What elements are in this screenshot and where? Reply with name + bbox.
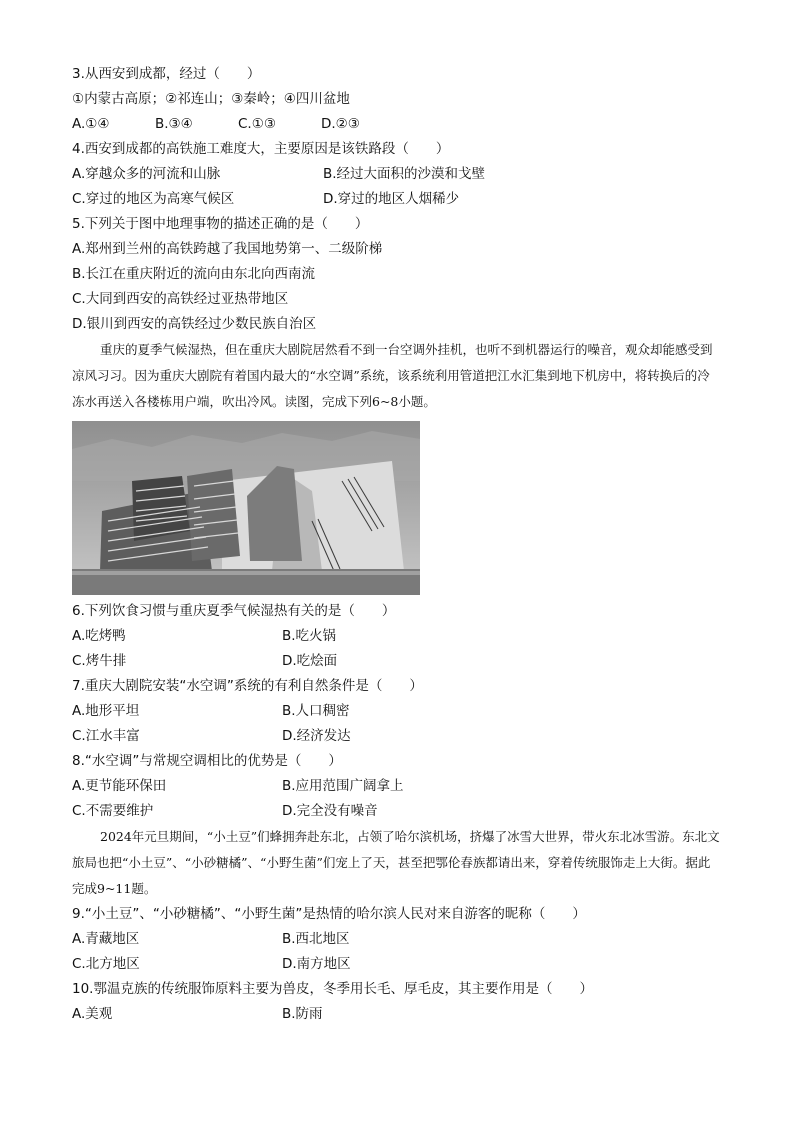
option-a: A.更节能环保田: [72, 778, 167, 794]
option-a: A.美观: [72, 1006, 113, 1022]
option-c: C.穿过的地区为高寒气候区: [72, 191, 235, 207]
question-6-options-row1: [72, 624, 722, 649]
option-b: B.长江在重庆附近的流向由东北向西南流: [72, 266, 316, 282]
question-8-stem: 8.“水空调”与常规空调相比的优势是（ ）: [72, 753, 342, 769]
question-3-sub: ①内蒙古高原；②祁连山；③秦岭；④四川盆地: [72, 91, 350, 107]
exam-page: [72, 62, 722, 1027]
option-d: D.吃烩面: [282, 653, 338, 669]
question-4-stem: 4.西安到成都的高铁施工难度大，主要原因是该铁路段（ ）: [72, 141, 450, 157]
option-d: D.完全没有噪音: [282, 803, 378, 819]
option-b: B.吃火锅: [282, 628, 337, 644]
question-3-stem: 3.从西安到成都，经过（ ）: [72, 66, 261, 82]
question-10-stem: 10.鄂温克族的传统服饰原料主要为兽皮，冬季用长毛、厚毛皮，其主要作用是（ ）: [72, 981, 593, 997]
question-6-stem: 6.下列饮食习惯与重庆夏季气候湿热有关的是（ ）: [72, 603, 396, 619]
option-d: D.银川到西安的高铁经过少数民族自治区: [72, 316, 317, 332]
material-paragraph-chongqing: 重庆的夏季气候湿热，但在重庆大剧院居然看不到一台空调外挂机，也听不到机器运行的噪音，观众却能感受到凉风习习。因为重庆大剧院有着国内最大的“水空调”系统，该系统利用管道把江水汇集到地下机房中，将转换后的冷冻水再送入各楼栋用户端，吹出冷风。读图，完成下列6~8小题。: [72, 342, 713, 409]
option-c: C.江水丰富: [72, 728, 140, 744]
option-c: C.不需要维护: [72, 803, 154, 819]
option-a: A.青藏地区: [72, 931, 140, 947]
question-5-stem: 5.下列关于图中地理事物的描述正确的是（ ）: [72, 216, 369, 232]
question-4-options-row1: [72, 162, 722, 187]
option-d: D.穿过的地区人烟稀少: [323, 191, 460, 207]
option-b: B.人口稠密: [282, 703, 350, 719]
option-d: D.经济发达: [282, 728, 351, 744]
question-4-options-row2: [72, 187, 722, 212]
option-b: B.应用范围广阔拿上: [282, 778, 404, 794]
option-d: D.②③: [321, 116, 360, 132]
question-6-options-row2: [72, 649, 722, 674]
option-a: A.吃烤鸭: [72, 628, 126, 644]
option-a: A.郑州到兰州的高铁跨越了我国地势第一、二级阶梯: [72, 241, 383, 257]
option-a: A.穿越众多的河流和山脉: [72, 166, 221, 182]
option-b: B.③④: [155, 116, 193, 132]
question-9-options-row1: [72, 927, 722, 952]
material-paragraph-harbin: 2024年元旦期间，“小土豆”们蜂拥奔赴东北，占领了哈尔滨机场，挤爆了冰雪大世界，带火东北冰雪游。东北文旅局也把“小土豆”、“小砂糖橘”、“小野生菌”们宠上了天，甚至把鄂伦春族都请出来，穿着传统服饰走上大街。据此完成9~11题。: [72, 829, 720, 896]
option-c: C.①③: [238, 116, 276, 132]
question-7-options-row2: [72, 724, 722, 749]
option-c: C.北方地区: [72, 956, 140, 972]
option-c: C.大同到西安的高铁经过亚热带地区: [72, 291, 289, 307]
question-10-options-row1: [72, 1002, 722, 1027]
option-a: A.地形平坦: [72, 703, 140, 719]
chongqing-grand-theatre-photo: [72, 421, 420, 595]
option-d: D.南方地区: [282, 956, 351, 972]
question-7-options-row1: [72, 699, 722, 724]
option-a: A.①④: [72, 116, 110, 132]
option-c: C.烤牛排: [72, 653, 127, 669]
question-8-options-row2: [72, 799, 722, 824]
option-b: B.西北地区: [282, 931, 350, 947]
question-9-options-row2: [72, 952, 722, 977]
question-3-options: [72, 112, 722, 137]
option-b: B.经过大面积的沙漠和戈壁: [323, 166, 486, 182]
question-9-stem: 9.“小土豆”、“小砂糖橘”、“小野生菌”是热情的哈尔滨人民对来自游客的昵称（ ）: [72, 906, 586, 922]
question-8-options-row1: [72, 774, 722, 799]
question-7-stem: 7.重庆大剧院安装“水空调”系统的有利自然条件是（ ）: [72, 678, 423, 694]
option-b: B.防雨: [282, 1006, 323, 1022]
